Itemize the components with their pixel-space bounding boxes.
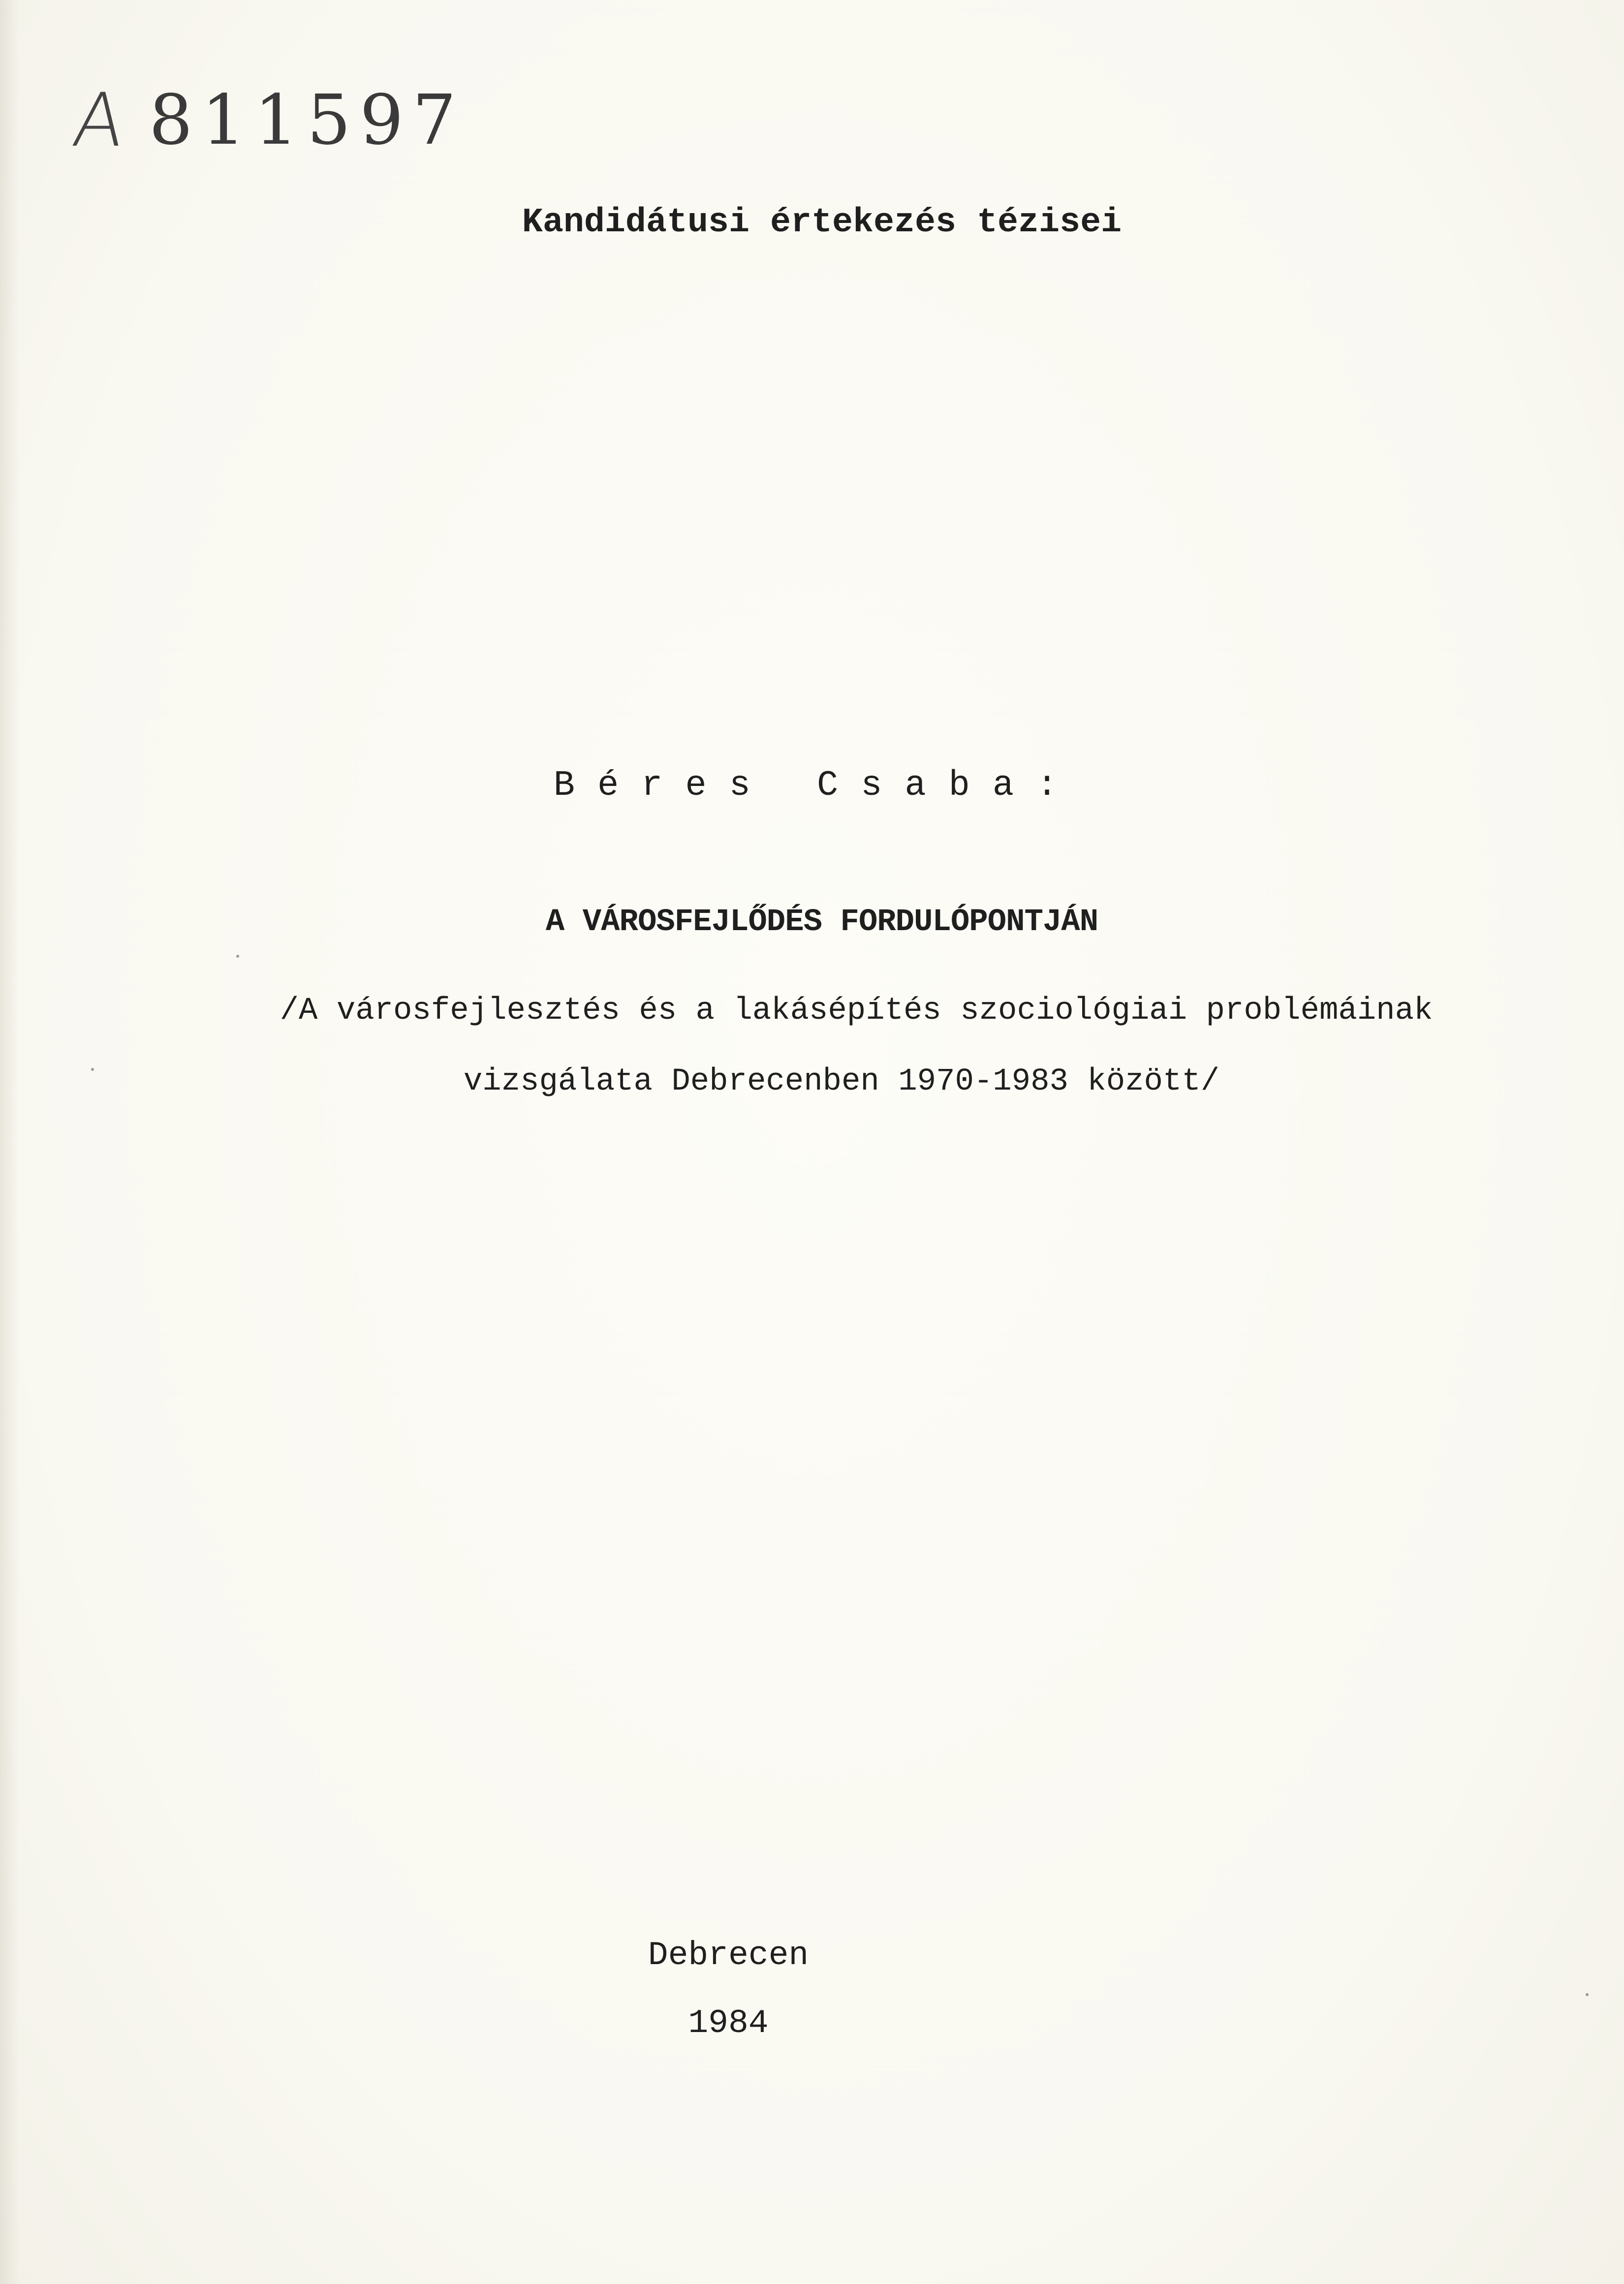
paper-speck bbox=[1586, 1993, 1589, 1996]
archive-stamp bbox=[67, 78, 466, 163]
publication-year: 1984 bbox=[688, 2004, 769, 2042]
publication-place: Debrecen bbox=[648, 1937, 809, 1974]
subtitle-line-1: /A városfejlesztés és a lakásépítés szociológiai problémáinak bbox=[280, 993, 1433, 1029]
stamp-number: 811597 bbox=[149, 80, 466, 160]
paper-speck bbox=[91, 1068, 94, 1071]
paper-speck bbox=[236, 955, 239, 958]
author-name: Béres Csaba: bbox=[553, 765, 1081, 806]
document-heading: Kandidátusi értekezés tézisei bbox=[522, 203, 1122, 242]
subtitle-line-2: vizsgálata Debrecenben 1970-1983 között/ bbox=[463, 1064, 1220, 1099]
stamp-letter: A bbox=[67, 78, 130, 163]
document-title: A VÁROSFEJLŐDÉS FORDULÓPONTJÁN bbox=[545, 905, 1098, 940]
